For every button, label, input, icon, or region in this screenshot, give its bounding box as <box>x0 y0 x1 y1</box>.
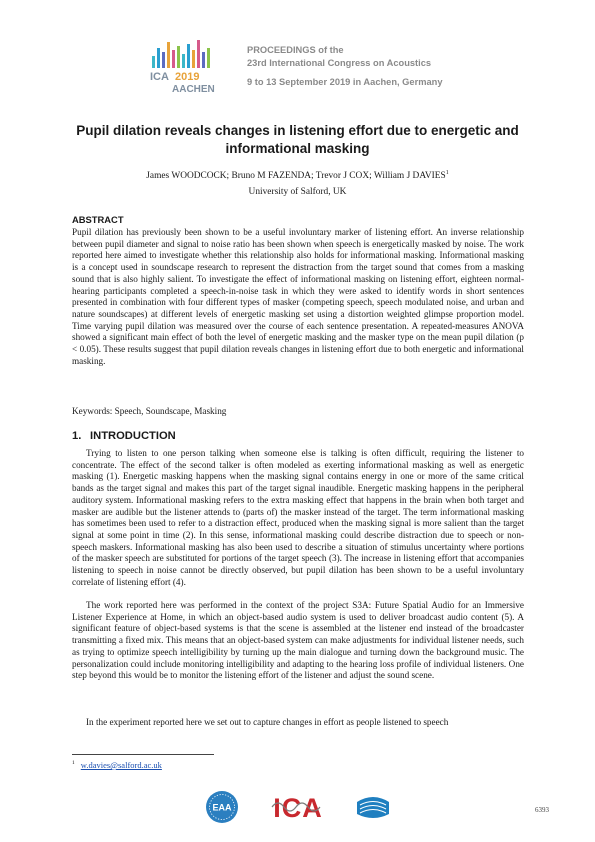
logo-bars <box>152 40 210 68</box>
authors-text: James WOODCOCK; Bruno M FAZENDA; Trevor J COX; William J DAVIES <box>146 171 446 181</box>
ica-logo <box>258 793 338 821</box>
author-footnote-mark: 1 <box>445 169 449 176</box>
footnote-email-link[interactable]: w.davies@salford.ac.uk <box>80 760 162 770</box>
body-paragraph: The work reported here was performed in the context of the project S3A: Future Spatial Audio for an Immersive Listener Experience at Home, in which an object-based audio system is used to deliver broadcast audio content (5). A significant feature of object-based systems is that the scene is assembled at the listener end instead of the broadcaster transmitting a fixed mix. This means that an object-based system can make adjustments for individual listener needs, such as trying to optimize speech intelligibility by turning up the main dialogue and turning down the background music. The personalization could include monitoring intelligibility and adapting to the hearing loss profile of individual listeners. One step beyond this would be to monitor the listening effort of the listener and adjust the sound scene. <box>72 600 524 681</box>
proceedings-header <box>247 44 443 89</box>
footnote-mark: 1 <box>72 760 75 767</box>
logo-city-text: AACHEN <box>172 84 215 94</box>
ica-logo-text: ICA <box>273 793 323 821</box>
author-list <box>40 170 555 182</box>
page-number: 6393 <box>535 806 549 814</box>
body-paragraph: Trying to listen to one person talking when someone else is talking is often difficult, requiring the listener to concentrate. The effect of the second talker is often modeled as exerting informational masking as well as energetic masking (1). Energetic masking happens when the masking signal contains energy in one or more of the same critical bands as the target signal and makes this part of the target signal inaudible. Energetic masking happens in the peripheral auditory system. Informational masking refers to the extra masking effect that happens in the brain when both target and masker are audible but the listener attends to (parts of) the masker instead of the target. The term informational masking has sometimes been used to refer to a distraction effect, produced when the masking signal is more salient than the target signal at some point in time (2). In this sense, informational masking could describe distraction due to speech or non-speech maskers. Informational masking has also been used to describe a situation of stimulus uncertainty where portions of the masker speech are substituted for portions of the target speech (3). The increase in listening effort that accompanies listening to speech in noise cannot be directly observed, but pupil dilation has been shown to be a useful involuntary correlate of listening effort (4). <box>72 448 524 587</box>
abstract-heading: ABSTRACT <box>72 214 124 225</box>
title-line-1: Pupil dilation reveals changes in listening effort due to energetic and <box>76 123 519 138</box>
keywords: Keywords: Speech, Soundscape, Masking <box>72 406 227 416</box>
logo-ica-text: ICA <box>150 71 169 83</box>
ica-2019-aachen-logo <box>148 38 226 94</box>
body-paragraph: In the experiment reported here we set out to capture changes in effort as people listened to speech <box>86 717 449 727</box>
abstract-text: Pupil dilation has previously been shown to be a useful involuntary marker of listening effort. An inverse relationship between pupil diameter and signal to noise ratio has been shown when speech is energetically masked by noise. The work reported here aimed to investigate whether this relationship also holds for informational masking. Informational masking is a concept used in soundscape research to represent the distraction from the target sound that comes from a masking sound that is also highly salient. To investigate the effect of informational masking on listening effort, eighteen normal-hearing participants completed a speech-in-noise task in which they were asked to identify words in short sentences presented in combination with four different types of masker (competing speech, speech modulated noise, and urban and nature soundscapes) at different levels of energetic masking set using a distortion weighted glimpse proportion model. Time varying pupil dilation was measured over the course of each sentence presentation. A repeated-measures ANOVA showed a significant main effect of both the level of energetic masking and the masker type on the mean pupil dilation (p < 0.05). These results suggest that pupil dilation reveals changes in listening effort due to both energetic and informational masking. <box>72 227 524 366</box>
congress-dates: 9 to 13 September 2019 in Aachen, Germany <box>247 77 443 87</box>
footnote-rule <box>72 754 214 755</box>
section-heading-introduction <box>72 430 176 442</box>
affiliation: University of Salford, UK <box>248 187 347 197</box>
logo-year-text: 2019 <box>175 71 200 83</box>
paper-title <box>40 122 555 157</box>
eaa-logo-text: EAA <box>212 802 232 813</box>
footnote <box>72 760 162 771</box>
title-line-2: informational masking <box>225 140 370 156</box>
proceedings-line-1: PROCEEDINGS of the <box>247 45 344 55</box>
eaa-logo <box>205 790 239 824</box>
degas-logo <box>355 792 391 822</box>
section-number: 1. <box>72 430 82 442</box>
proceedings-line-2: 23rd International Congress on Acoustics <box>247 57 432 68</box>
section-title: INTRODUCTION <box>90 430 176 442</box>
